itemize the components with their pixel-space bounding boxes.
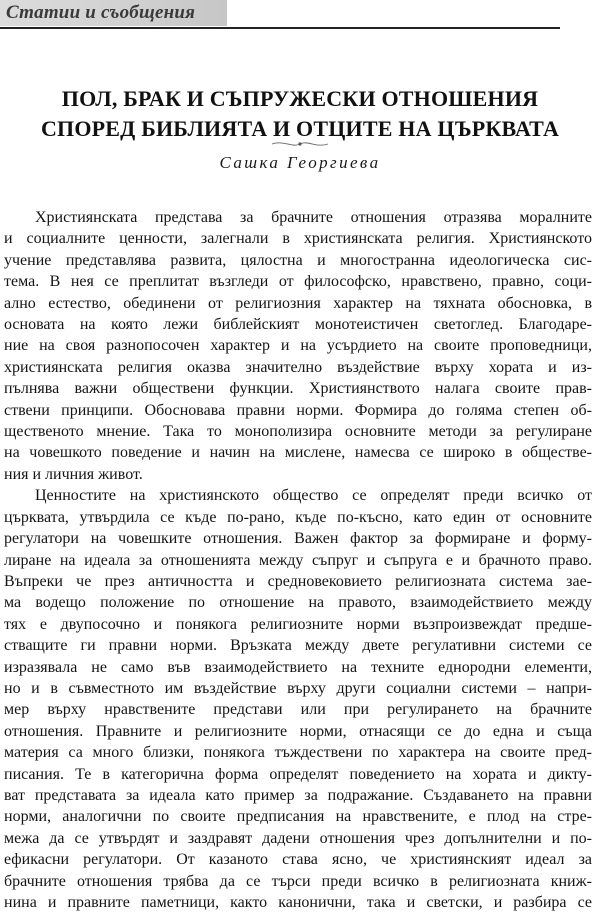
text-line: Ценностите на християнското общество се определят преди всичко от — [35, 487, 592, 505]
paragraph-2 — [4, 485, 592, 913]
text-line: учение представлява развита, цялостна и многостранна идеологическа сис- — [4, 251, 592, 269]
text-line: норми, аналогични по своите предписания на нравствените, е плод на стре- — [4, 808, 592, 826]
text-line: тях е двупосочно и понякога религиозните норми възпроизвеждат предше- — [4, 615, 592, 633]
text-line: тема. В нея се преплитат възгледи от философско, нравствено, правно, соци- — [4, 273, 592, 291]
text-line: лиране на идеала за отношенията между съпруг и съпруга е и брачното право. — [4, 551, 592, 569]
author-name: Сашка Георгиева — [219, 153, 381, 172]
text-line: църквата, утвърдила се къде по-рано, къде по-късно, като един от основните — [4, 508, 592, 526]
text-line: на човешкото поведение и начин на мислене, намесва се широко в обществе- — [4, 444, 592, 462]
article-title-line-1: ПОЛ, БРАК И СЪПРУЖЕСКИ ОТНОШЕНИЯ — [61, 86, 539, 111]
text-line: ния и личния живот. — [4, 465, 143, 483]
text-line: регулатори на човешките отношения. Важен фактор за формиране и форму- — [4, 530, 592, 548]
title-ornament-icon — [270, 138, 330, 150]
text-line: християнската религия оказва значително въздействие върху хората и из- — [4, 358, 592, 376]
text-line: ефикасни регулатори. От казаното става ясно, че християнският идеал за — [4, 851, 592, 869]
text-line: ват представата за идеала като пример за подражание. Създаването на правни — [4, 786, 592, 804]
text-line: мер върху нравствените представи или при регулирането на брачните — [4, 701, 592, 719]
section-header-label: Статии и съобщения — [6, 2, 196, 23]
header-rule — [0, 27, 560, 29]
paragraph-1 — [4, 207, 592, 485]
text-line: основата на която лежи библейският монотеистичен светоглед. Благодаре- — [4, 316, 592, 334]
article-title-line-2: СПОРЕД БИБЛИЯТА И ОТЦИТЕ НА ЦЪРКВАТА — [40, 116, 560, 141]
text-line: Християнската представа за брачните отношения отразява моралните — [35, 209, 592, 226]
text-line: пълнява важни обществени функции. Християнството налага своите прав- — [4, 380, 592, 398]
text-line: писания. Те в категорична форма определят поведението на хората и дикту- — [4, 765, 592, 783]
text-line: Въпреки че през античността и средновековието религиозната система зае- — [4, 572, 592, 590]
text-line: но и в съвместното им въздействие върху други социални системи – напри- — [4, 679, 592, 697]
text-line: межа да се утвърдят и заздравят дадени отношения чрез допълнителни и по- — [4, 829, 592, 847]
text-line: брачните отношения трябва да се търси преди всичко в религиозната книж- — [4, 872, 592, 890]
text-line: ствени принципи. Обосновава правни норми. Формира до голяма степен об- — [4, 401, 592, 419]
article-title — [30, 84, 570, 144]
text-line: щественото мнение. Така то монополизира основните методи за регулиране — [4, 423, 592, 441]
text-line: ма водещо положение по отношение на правото, взаимодействието между — [4, 594, 592, 612]
section-header-banner — [0, 0, 227, 26]
text-line: и социалните ценности, залегнали в християнската религия. Християнското — [4, 230, 592, 248]
article-body — [4, 207, 592, 913]
text-line: нина и правните паметници, както канонични, така и светски, и разбира се — [4, 894, 592, 911]
text-line: материя са много близки, понякога тъждествени по характера на своите пред- — [4, 744, 592, 762]
text-line: изразявала не само във взаимодействието на техните еднородни елементи, — [4, 658, 592, 676]
text-line: стващите ги правни норми. Връзката между двете регулативни системи се — [4, 637, 592, 655]
text-line: ние на своя разнопосочен характер и на усърдието на своите проповедници, — [4, 337, 592, 355]
text-line: ално естество, обединени от религиозния характер на тяхната обосновка, в — [4, 294, 592, 312]
text-line: отношения. Правните и религиозните норми, отнасящи се до една и съща — [4, 722, 592, 740]
